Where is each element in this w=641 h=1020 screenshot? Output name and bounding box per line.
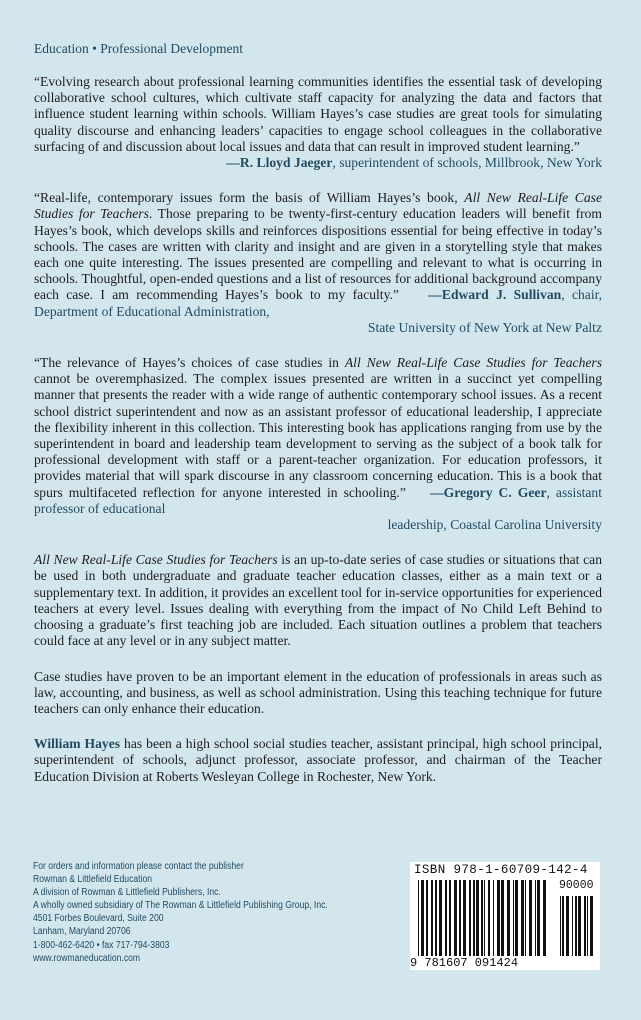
- barcode-bar: [449, 880, 451, 956]
- isbn-number: ISBN 978-1-60709-142-4: [414, 863, 588, 877]
- quote-1-author-title: , superintendent of schools, Millbrook, New York: [332, 155, 602, 171]
- book-description: [34, 552, 602, 649]
- quote-2-book-title: All New Real-Life Case Studies for Teachers: [34, 190, 602, 222]
- barcode-bar: [459, 880, 461, 956]
- quote-1: [34, 74, 602, 171]
- quote-1-author: —R. Lloyd Jaeger: [226, 155, 333, 171]
- barcode-bar: [575, 896, 577, 956]
- barcode-bar: [535, 880, 536, 956]
- barcode-bar: [515, 880, 518, 956]
- barcode-bar: [435, 880, 437, 956]
- publisher-website: www.rowmaneducation.com: [33, 952, 141, 964]
- publisher-line: For orders and information please contact the publisher: [33, 861, 244, 872]
- barcode-bar: [566, 896, 569, 956]
- barcode-bar: [469, 880, 471, 956]
- barcode-bar: [537, 880, 540, 956]
- barcode-bar: [572, 896, 573, 956]
- description-text: is an up-to-date series of case studies or situations that can be used in both undergraduate and graduate teacher education classes, either as a main text or a supplementary text. In addition, it provides an excellent tool for in-service opportunities for experienced teachers at every level. Issues dealing with everything from the impact of No Child Left Behind to choosing a graduate’s first teaching job are included. Each situation outlines a problem that teachers could face at any level or in any subject matter.: [34, 552, 603, 649]
- quote-3-author-title: , assistant professor of educational: [34, 484, 602, 516]
- quote-3-text-before: “The relevance of Hayes’s choices of case studies in: [34, 355, 345, 371]
- publisher-line: 1-800-462-6420 • fax 717-794-3803: [33, 939, 170, 951]
- barcode: [410, 862, 600, 970]
- barcode-bar: [587, 896, 588, 956]
- barcode-bar: [529, 880, 532, 956]
- barcode-bar: [473, 880, 475, 956]
- barcode-bar: [431, 880, 433, 956]
- barcode-bar: [497, 880, 500, 956]
- author-bio: [34, 736, 602, 785]
- quote-1-attribution: [34, 155, 602, 171]
- barcode-bar: [488, 880, 490, 956]
- quote-2-text-after: . Those preparing to be twenty-first-century education leaders will benefit from Hayes’s book, which develops skills and reinforces dispositions essential for being effective in today’s schools. The cases are written with clarity and insight and are given in a storytelling style that makes each one quite interesting. The issues presented are compelling and relevant to what is occurring in schools. Thoughtful, open-ended questions and a list of resources for additional background accompany each case. I am recommending Hayes’s book to my faculty.”: [34, 206, 602, 303]
- barcode-bar: [578, 896, 581, 956]
- publisher-line: Rowman & Littlefield Education: [33, 874, 153, 886]
- quote-3-text: [34, 355, 602, 517]
- barcode-bar: [560, 896, 561, 956]
- quote-2-text: [34, 190, 602, 320]
- quote-2-author-affiliation: State University of New York at New Paltz: [367, 319, 602, 335]
- barcode-bar: [439, 880, 442, 956]
- barcode-bar: [426, 880, 428, 956]
- quote-2-text-before: “Real-life, contemporary issues form the basis of William Hayes’s book,: [34, 190, 465, 206]
- barcode-digits: 9 781607 091424: [410, 956, 519, 970]
- author-bio-text: has been a high school social studies teacher, assistant principal, high school principal, superintendent of schools, adjunct professor, associate professor, and chairman of the Teacher Education Division at Roberts Wesleyan College in Rochester, New York.: [34, 736, 602, 784]
- case-studies-paragraph: Case studies have proven to be an important element in the education of professionals in areas such as law, accounting, and business, as well as school administration. Using this teaching technique for future teachers can only enhance their education.: [34, 668, 602, 716]
- quote-3: [34, 355, 602, 533]
- barcode-bar: [418, 880, 419, 956]
- barcode-bar: [481, 880, 483, 956]
- barcode-bar: [507, 880, 510, 956]
- barcode-bar: [521, 880, 524, 956]
- price-code: 90000: [559, 879, 594, 892]
- barcode-bar: [590, 896, 593, 956]
- quote-3-text-after: cannot be overemphasized. The complex issues presented are written in a succinct yet compelling manner that presents the reader with a wide range of authentic contemporary school issues. As a recent school district superintendent and now as an assistant professor of educational leadership, I appreciate the flexibility inherent in this collection. This interesting book has applications ranging from use by the superintendent in board and leadership team development to serving as the subject of a book talk for professional development with staff or a parent-teacher organization. For education professors, it provides material that will spark discourse in any classroom concerning education. This is a book that spurs multifaceted reflection for anyone interested in schooling.”: [34, 371, 602, 500]
- publisher-line: Lanham, Maryland 20706: [33, 926, 131, 938]
- category-line: Education • Professional Development: [34, 41, 244, 56]
- barcode-bar: [525, 880, 526, 956]
- publisher-line: A division of Rowman & Littlefield Publishers, Inc.: [33, 887, 221, 899]
- quote-2-author-title: , chair, Department of Educational Administration,: [34, 287, 602, 319]
- quote-2: [34, 190, 602, 336]
- barcode-bar: [493, 880, 494, 956]
- publisher-info: [33, 860, 393, 965]
- barcode-bar: [476, 880, 479, 956]
- barcode-bar: [484, 880, 485, 956]
- quote-3-author: —Gregory C. Geer: [430, 484, 547, 500]
- quote-2-author: —Edward J. Sullivan: [428, 287, 562, 303]
- publisher-line: 4501 Forbes Boulevard, Suite 200: [33, 913, 164, 925]
- quote-1-text: “Evolving research about professional learning communities identifies the essential task of developing collaborative school cultures, which cultivate staff capacity for analyzing the data and factors that influence student learning within schools. William Hayes’s case studies are great tools for simulating quality discourse and enhancing leaders’ capacities to engage school colleagues in the collaborative surfacing of and discussion about local issues and data that can result in improved student learning.”: [34, 74, 602, 154]
- author-name: William Hayes: [34, 736, 121, 752]
- barcode-bar: [463, 880, 466, 956]
- description-book-title: All New Real-Life Case Studies for Teachers: [34, 552, 278, 568]
- quote-3-author-affiliation: leadership, Coastal Carolina University: [387, 517, 602, 533]
- barcode-bar: [454, 880, 457, 956]
- barcode-bar: [513, 880, 514, 956]
- barcode-bar: [543, 880, 546, 956]
- barcode-bar: [562, 896, 564, 956]
- publisher-line: A wholly owned subsidiary of The Rowman & Littlefield Publishing Group, Inc.: [33, 900, 328, 912]
- barcode-bar: [421, 880, 424, 956]
- barcode-bar: [501, 880, 504, 956]
- barcode-bar: [445, 880, 447, 956]
- quote-3-book-title: All New Real-Life Case Studies for Teachers: [344, 355, 603, 371]
- back-cover-text: [34, 40, 602, 785]
- barcode-bar: [584, 896, 586, 956]
